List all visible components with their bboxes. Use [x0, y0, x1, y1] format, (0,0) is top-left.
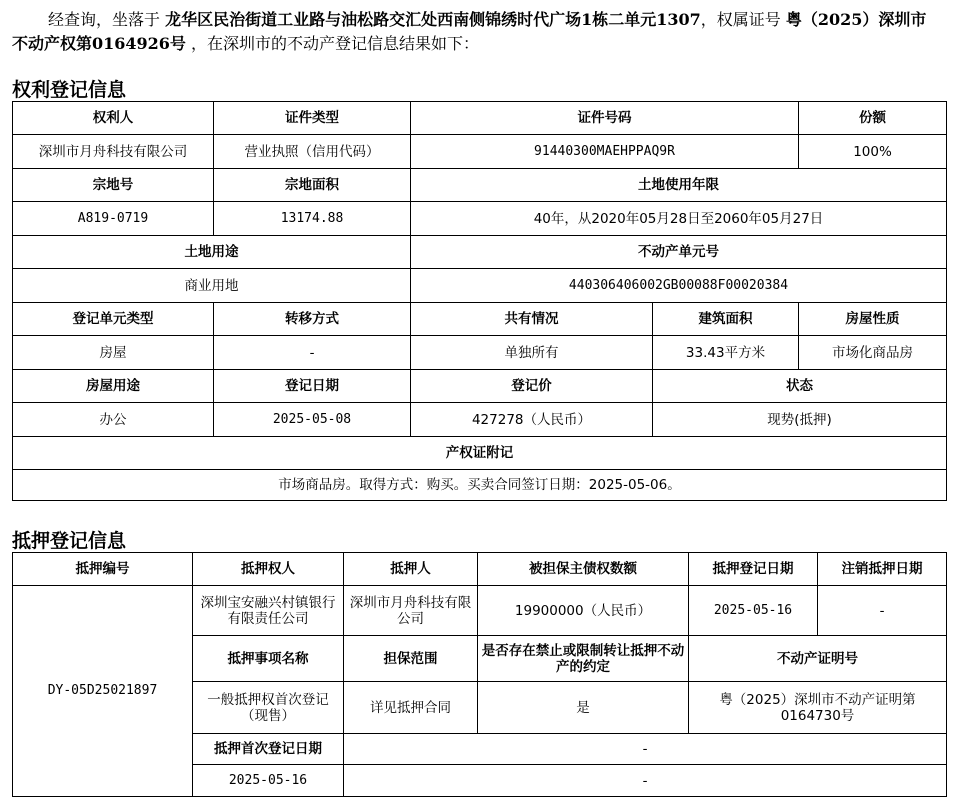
- header-amount: 被担保主债权数额: [478, 553, 689, 586]
- property-location: 龙华区民治街道工业路与油松路交汇处西南侧锦绣时代广场1栋二单元1307: [165, 10, 701, 29]
- table-row: [13, 202, 947, 236]
- amount-value: 19900000（人民币）: [478, 586, 689, 636]
- table-row: [13, 269, 947, 303]
- table-row: [13, 403, 947, 437]
- header-cancel-date: 注销抵押日期: [818, 553, 947, 586]
- unit-type-value: 房屋: [13, 336, 214, 370]
- header-scope: 担保范围: [344, 636, 478, 682]
- mortgagee-value: 深圳宝安融兴村镇银行有限责任公司: [193, 586, 344, 636]
- restriction-value: 是: [478, 682, 689, 734]
- header-note: 产权证附记: [13, 437, 947, 470]
- header-owner: 权利人: [13, 102, 214, 135]
- table-row: [13, 102, 947, 135]
- header-reg-date: 登记日期: [214, 370, 411, 403]
- header-status: 状态: [653, 370, 947, 403]
- table-row: [13, 470, 947, 501]
- header-cert-no: 证件号码: [411, 102, 799, 135]
- table-row: [13, 236, 947, 269]
- item-name-value: 一般抵押权首次登记（现售）: [193, 682, 344, 734]
- table-row: [13, 169, 947, 202]
- reg-date-value: 2025-05-08: [214, 403, 411, 437]
- header-house-nature: 房屋性质: [799, 303, 947, 336]
- header-land-use: 土地用途: [13, 236, 411, 269]
- shared-value: 单独所有: [411, 336, 653, 370]
- mortgage-section-title: 抵押登记信息: [12, 530, 127, 552]
- table-row: [13, 437, 947, 470]
- header-cert-type: 证件类型: [214, 102, 411, 135]
- parcel-area-value: 13174.88: [214, 202, 411, 236]
- house-nature-value: 市场化商品房: [799, 336, 947, 370]
- mortgage-table: [12, 552, 947, 797]
- mortgage-reg-date-value: 2025-05-16: [689, 586, 818, 636]
- header-unit-no: 不动产单元号: [411, 236, 947, 269]
- query-intro: [12, 8, 942, 56]
- header-shared: 共有情况: [411, 303, 653, 336]
- header-mortgagee: 抵押权人: [193, 553, 344, 586]
- header-house-use: 房屋用途: [13, 370, 214, 403]
- table-row: [13, 336, 947, 370]
- land-term-value: 40年，从2020年05月28日至2060年05月27日: [411, 202, 947, 236]
- transfer-value: -: [214, 336, 411, 370]
- first-reg-date-value: 2025-05-16: [193, 765, 344, 797]
- cert-no-value: 91440300MAEHPPAQ9R: [411, 135, 799, 169]
- cancel-date-value: -: [818, 586, 947, 636]
- header-mortgage-reg-date: 抵押登记日期: [689, 553, 818, 586]
- table-row: [13, 135, 947, 169]
- table-row: [13, 586, 947, 636]
- cert-type-value: 营业执照（信用代码）: [214, 135, 411, 169]
- header-proof-no: 不动产证明号: [689, 636, 947, 682]
- ownership-cert-number: 粤（2025）深圳市不动产权第0164926号: [12, 10, 927, 53]
- header-mortgagor: 抵押人: [344, 553, 478, 586]
- header-land-term: 土地使用年限: [411, 169, 947, 202]
- header-item-name: 抵押事项名称: [193, 636, 344, 682]
- header-parcel-no: 宗地号: [13, 169, 214, 202]
- header-transfer: 转移方式: [214, 303, 411, 336]
- rights-section-title: 权利登记信息: [12, 79, 127, 101]
- floor-area-value: 33.43平方米: [653, 336, 799, 370]
- status-value: 现势(抵押): [653, 403, 947, 437]
- header-share: 份额: [799, 102, 947, 135]
- header-restriction: 是否存在禁止或限制转让抵押不动产的约定: [478, 636, 689, 682]
- intro-suffix: ，在深圳市的不动产登记信息结果如下：: [185, 34, 480, 53]
- parcel-no-value: A819-0719: [13, 202, 214, 236]
- header-floor-area: 建筑面积: [653, 303, 799, 336]
- table-row: [13, 370, 947, 403]
- land-use-value: 商业用地: [13, 269, 411, 303]
- header-first-reg-date: 抵押首次登记日期: [193, 734, 344, 765]
- share-value: 100%: [799, 135, 947, 169]
- header-mortgage-no: 抵押编号: [13, 553, 193, 586]
- intro-prefix: 经查询，坐落于: [48, 10, 166, 29]
- intro-middle: ，权属证号: [700, 10, 786, 29]
- owner-value: 深圳市月舟科技有限公司: [13, 135, 214, 169]
- scope-value: 详见抵押合同: [344, 682, 478, 734]
- header-unit-type: 登记单元类型: [13, 303, 214, 336]
- rights-table: [12, 101, 947, 501]
- proof-no-value: 粤（2025）深圳市不动产证明第0164730号: [689, 682, 947, 734]
- first-reg-date-header-blank: -: [344, 734, 947, 765]
- header-parcel-area: 宗地面积: [214, 169, 411, 202]
- header-reg-price: 登记价: [411, 370, 653, 403]
- first-reg-date-value-blank: -: [344, 765, 947, 797]
- mortgagor-value: 深圳市月舟科技有限公司: [344, 586, 478, 636]
- table-row: [13, 303, 947, 336]
- unit-no-value: 440306406002GB00088F00020384: [411, 269, 947, 303]
- table-row: [13, 553, 947, 586]
- house-use-value: 办公: [13, 403, 214, 437]
- reg-price-value: 427278（人民币）: [411, 403, 653, 437]
- mortgage-no-value: DY-05D25021897: [13, 586, 193, 797]
- note-value: 市场商品房。取得方式：购买。买卖合同签订日期：2025-05-06。: [13, 470, 947, 501]
